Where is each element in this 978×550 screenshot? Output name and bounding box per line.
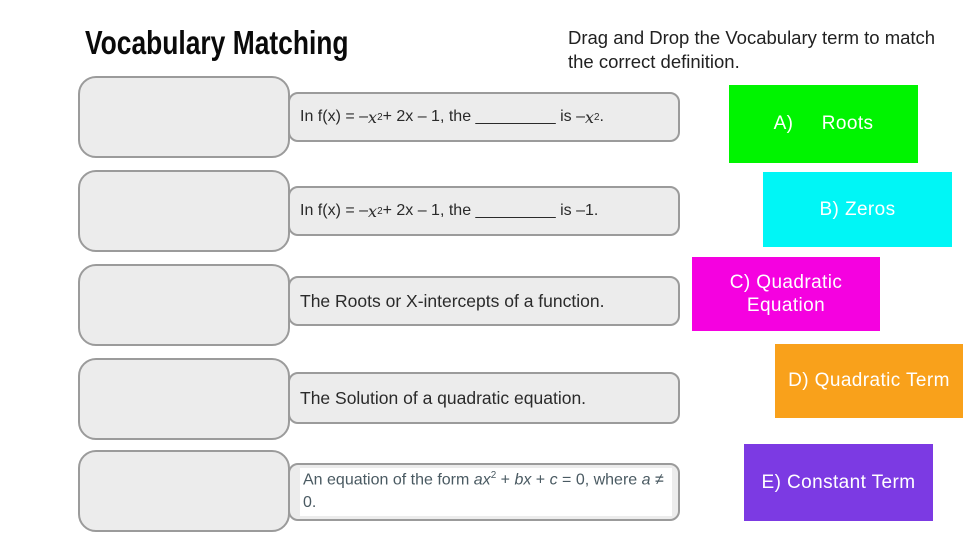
term-card-constant-term[interactable]: E) Constant Term [744, 444, 933, 521]
definition-card-3: The Roots or X-intercepts of a function. [288, 276, 680, 326]
term-card-quadratic-equation[interactable]: C) Quadratic Equation [692, 257, 880, 331]
page-title: Vocabulary Matching [85, 24, 349, 61]
definition-card-2: In f(x) = – x 2 + 2x – 1, the _________ is –1. [288, 186, 680, 236]
instructions-text: Drag and Drop the Vocabulary term to match the correct definition. [568, 27, 936, 72]
drop-zone-4[interactable] [78, 358, 290, 440]
term-card-quadratic-term[interactable]: D) Quadratic Term [775, 344, 963, 418]
definition-card-5: An equation of the form $ax^2$ + bx + c = 0, where a ≠ 0. [288, 463, 680, 521]
drop-zone-3[interactable] [78, 264, 290, 346]
drop-zone-1[interactable] [78, 76, 290, 158]
definition-card-4: The Solution of a quadratic equation. [288, 372, 680, 424]
term-card-zeros[interactable]: B) Zeros [763, 172, 952, 247]
drop-zone-5[interactable] [78, 450, 290, 532]
definition-card-1: In f(x) = – x 2 + 2x – 1, the _________ is – x 2 . [288, 92, 680, 142]
drop-zone-2[interactable] [78, 170, 290, 252]
term-card-roots[interactable]: A) Roots [729, 85, 918, 163]
